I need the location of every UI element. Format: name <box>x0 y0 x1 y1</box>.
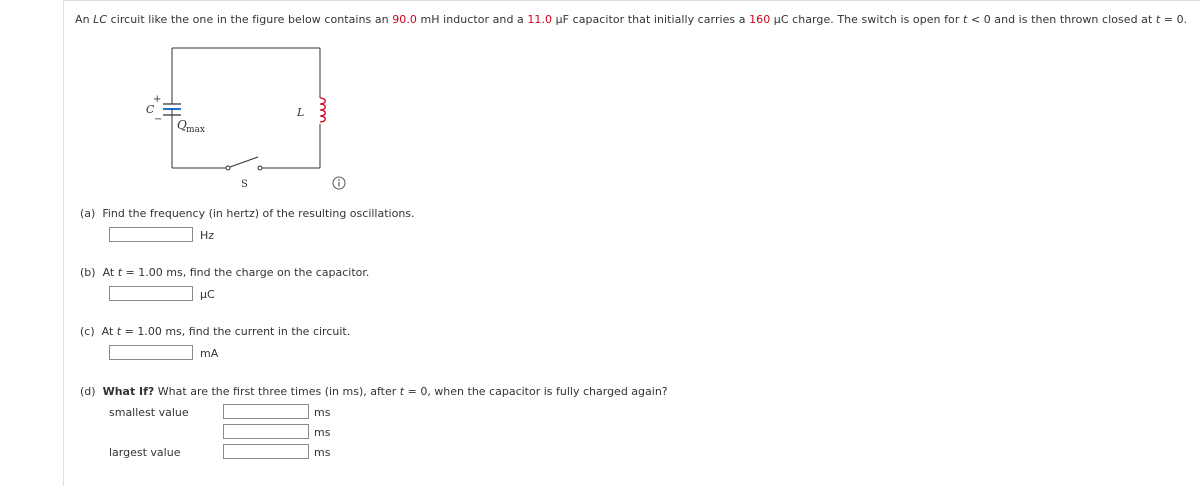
time-variable: t <box>962 13 968 26</box>
part-d-unit-1: ms <box>314 406 331 419</box>
part-a-unit: Hz <box>200 229 215 242</box>
part-d-text: What are the first three times (in ms), after <box>154 385 400 398</box>
largest-value-label: largest value <box>109 446 181 459</box>
time-variable: t <box>399 385 405 398</box>
part-c-question <box>80 325 350 338</box>
problem-text: circuit like the one in the figure below contains an <box>107 13 393 26</box>
part-d-letter: (d) <box>80 385 96 398</box>
qmax-subscript: max <box>186 125 205 135</box>
minus-sign: − <box>154 114 163 125</box>
switch-label: S <box>241 179 248 190</box>
qmax-label: Q <box>177 118 187 132</box>
info-icon[interactable] <box>332 176 346 190</box>
part-d-answer-input-2[interactable] <box>223 424 309 439</box>
problem-text: < 0 and is then thrown closed at <box>967 13 1156 26</box>
problem-statement <box>75 13 1187 26</box>
lc-text: LC <box>93 13 108 26</box>
part-d-unit-3: ms <box>314 446 331 459</box>
part-c-answer-input[interactable] <box>109 345 193 360</box>
charge-value: 160 <box>749 13 771 26</box>
part-a-answer-input[interactable] <box>109 227 193 242</box>
part-a-question <box>80 207 415 220</box>
time-variable: t <box>116 325 122 338</box>
part-b-letter: (b) <box>80 266 96 279</box>
what-if-label: What If? <box>102 385 155 398</box>
part-c-text: At <box>101 325 117 338</box>
capacitance-value: 11.0 <box>527 13 553 26</box>
part-b-unit: μC <box>200 288 215 301</box>
switch-terminal-right <box>258 166 262 170</box>
problem-text: An <box>75 13 94 26</box>
part-b-answer-input[interactable] <box>109 286 193 301</box>
switch-terminal-left <box>226 166 230 170</box>
smallest-value-label: smallest value <box>109 406 189 419</box>
problem-text: μF capacitor that initially carries a <box>552 13 750 26</box>
part-d-text: = 0, when the capacitor is fully charged again? <box>404 385 668 398</box>
time-variable: t <box>117 266 123 279</box>
problem-text: μC charge. The switch is open for <box>770 13 963 26</box>
part-c-letter: (c) <box>80 325 95 338</box>
capacitor-label: C <box>146 103 155 116</box>
part-a-text: Find the frequency (in hertz) of the resulting oscillations. <box>102 207 415 220</box>
plus-sign: + <box>153 94 162 105</box>
part-d-unit-2: ms <box>314 426 331 439</box>
inductance-value: 90.0 <box>392 13 417 26</box>
part-d-answer-input-3[interactable] <box>223 444 309 459</box>
part-c-unit: mA <box>200 347 219 360</box>
part-d-answer-input-1[interactable] <box>223 404 309 419</box>
problem-text: = 0. <box>1160 13 1188 26</box>
part-d-question <box>80 385 668 398</box>
part-a-letter: (a) <box>80 207 96 220</box>
switch-arm <box>230 157 258 167</box>
part-c-text: = 1.00 ms, find the current in the circuit. <box>121 325 351 338</box>
part-b-question <box>80 266 369 279</box>
inductor-label: L <box>297 106 305 119</box>
part-b-text: = 1.00 ms, find the charge on the capacitor. <box>122 266 370 279</box>
part-b-text: At <box>102 266 118 279</box>
inductor-coil <box>320 98 325 122</box>
problem-text: mH inductor and a <box>416 13 528 26</box>
time-variable: t <box>1155 13 1161 26</box>
